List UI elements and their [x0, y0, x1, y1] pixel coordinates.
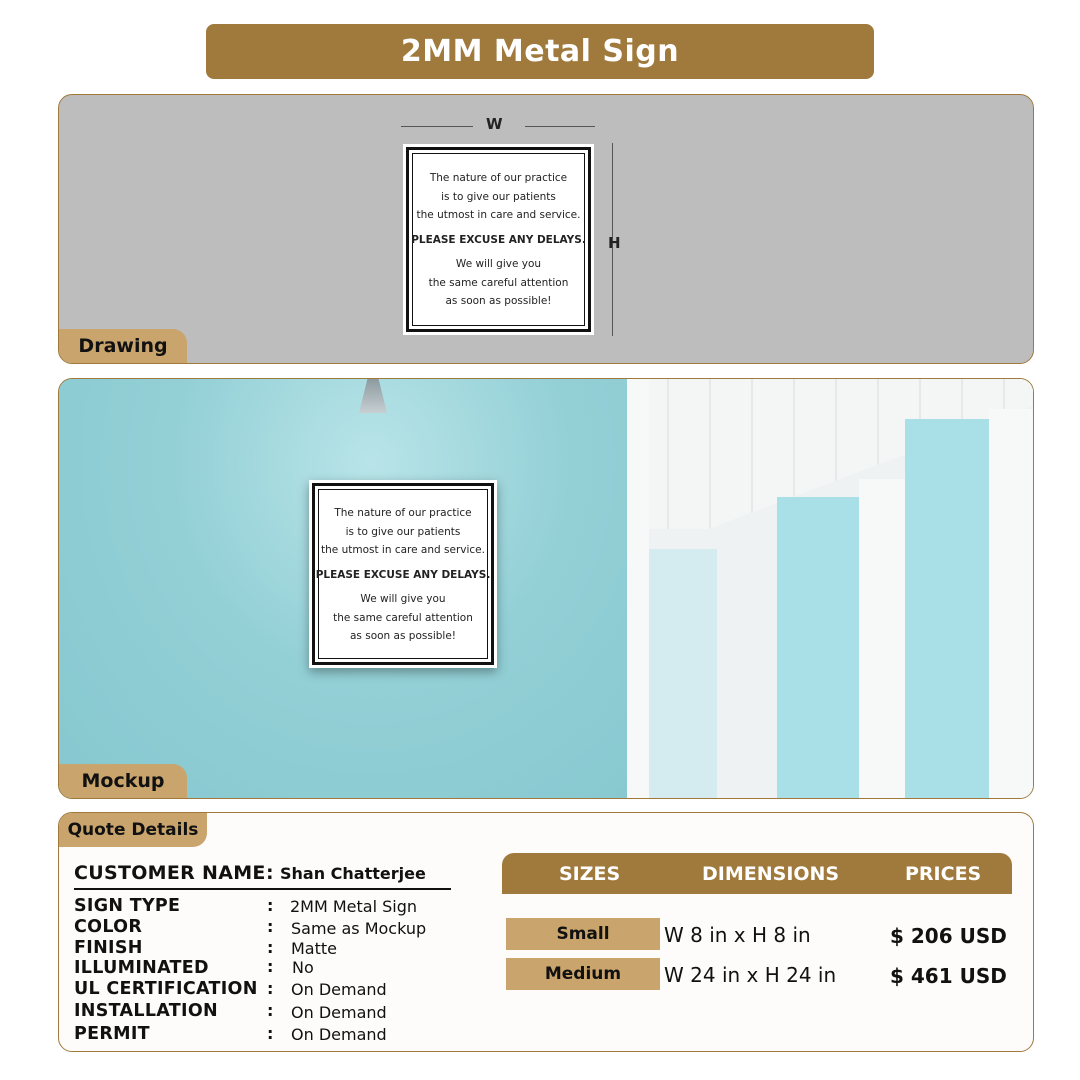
field-colon: :: [267, 938, 274, 957]
width-dimension-line-left: [401, 126, 473, 127]
size-medium: Medium: [506, 958, 660, 990]
mockup-sign-line-7: as soon as possible!: [350, 630, 456, 642]
mockup-panel: [58, 378, 1034, 799]
field-label-ul-certification: UL CERTIFICATION: [74, 979, 258, 999]
mockup-sign-line-4: PLEASE EXCUSE ANY DELAYS.: [315, 568, 491, 581]
corridor-glass-wall: [649, 549, 717, 798]
field-value-illuminated: No: [292, 958, 314, 977]
corridor-pillar-2: [859, 479, 905, 798]
customer-name-colon: :: [266, 862, 274, 884]
sign-line-1: The nature of our practice: [429, 172, 568, 184]
width-label: W: [486, 115, 503, 133]
field-value-permit: On Demand: [291, 1025, 387, 1044]
field-colon: :: [267, 979, 274, 998]
sign-line-2: is to give our patients: [441, 190, 556, 203]
mockup-tab: Mockup: [59, 764, 187, 798]
customer-name-value: Shan Chatterjee: [280, 864, 426, 883]
field-label-illuminated: ILLUMINATED: [74, 958, 209, 978]
field-value-color: Same as Mockup: [291, 919, 427, 938]
pricing-table-header: [502, 853, 1012, 894]
mockup-sign-line-2: is to give our patients: [345, 525, 461, 538]
drawing-panel: [58, 94, 1034, 364]
mockup-corridor: [627, 379, 1033, 798]
field-label-installation: INSTALLATION: [74, 1001, 218, 1021]
drawing-tab: Drawing: [59, 329, 187, 363]
header-prices: PRICES: [905, 863, 982, 885]
mockup-sign-line-6: the same careful attention: [333, 611, 473, 624]
customer-name-label: CUSTOMER NAME: [74, 862, 266, 884]
field-colon: :: [267, 957, 274, 976]
price-medium: $ 461 USD: [890, 964, 1007, 988]
mockup-sign-line-1: The nature of our practice: [334, 507, 472, 519]
field-label-permit: PERMIT: [74, 1024, 150, 1044]
dimensions-small: W 8 in x H 8 in: [664, 923, 811, 947]
sign-line-4: PLEASE EXCUSE ANY DELAYS.: [411, 233, 586, 246]
corridor-glass-panel-1: [777, 497, 859, 798]
field-label-color: COLOR: [74, 917, 143, 937]
size-small: Small: [506, 918, 660, 950]
customer-name-underline: [74, 888, 451, 890]
field-label-sign-type: SIGN TYPE: [74, 896, 181, 916]
field-value-installation: On Demand: [291, 1003, 387, 1022]
corridor-pillar-3: [989, 409, 1033, 798]
header-sizes: SIZES: [559, 863, 621, 885]
height-label: H: [608, 234, 621, 252]
page-title: 2MM Metal Sign: [206, 24, 874, 79]
sign-line-7: as soon as possible!: [445, 295, 552, 307]
field-value-ul-certification: On Demand: [291, 980, 387, 999]
price-small: $ 206 USD: [890, 924, 1007, 948]
width-dimension-line-right: [525, 126, 595, 127]
field-colon: :: [267, 1024, 274, 1043]
sign-line-5: We will give you: [455, 258, 542, 270]
field-value-finish: Matte: [291, 939, 337, 958]
dimensions-medium: W 24 in x H 24 in: [664, 963, 837, 987]
sign-mockup: [309, 480, 497, 668]
corridor-pillar: [627, 379, 649, 798]
sign-drawing: [403, 144, 594, 335]
mockup-sign-line-3: the utmost in care and service.: [321, 544, 485, 556]
field-label-finish: FINISH: [74, 938, 143, 958]
mockup-sign-line-5: We will give you: [360, 593, 446, 605]
sign-line-6: the same careful attention: [428, 276, 569, 289]
field-colon: :: [267, 896, 274, 915]
quote-details-tab: Quote Details: [59, 813, 207, 847]
field-colon: :: [267, 1001, 274, 1020]
header-dimensions: DIMENSIONS: [702, 863, 840, 885]
field-value-sign-type: 2MM Metal Sign: [290, 897, 418, 916]
field-colon: :: [267, 917, 274, 936]
sign-line-3: the utmost in care and service.: [416, 209, 581, 221]
